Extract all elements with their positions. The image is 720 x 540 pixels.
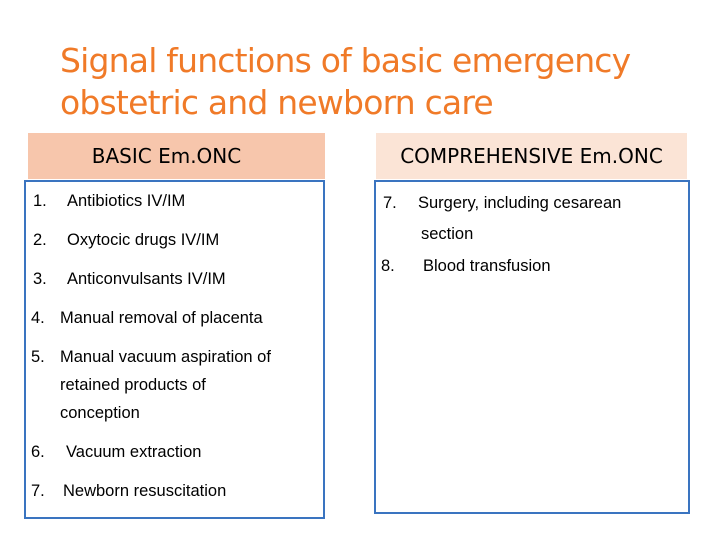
slide-title — [60, 40, 700, 124]
basic-item-2-number: 2. — [33, 231, 47, 249]
basic-item-5-number: 5. — [31, 348, 45, 366]
basic-item-3-text: Anticonvulsants IV/IM — [67, 270, 226, 288]
comprehensive-item-7-text-line-1: Surgery, including cesarean — [418, 194, 622, 212]
basic-item-5-text-line-3: conception — [60, 404, 140, 422]
basic-item-5-text-line-1: Manual vacuum aspiration of — [60, 348, 271, 366]
basic-item-6-text: Vacuum extraction — [66, 443, 202, 461]
basic-emonc-header — [28, 133, 325, 179]
slide-title-line-1: Signal functions of basic emergency — [60, 41, 631, 80]
comprehensive-item-7-number: 7. — [383, 194, 397, 212]
basic-item-5-text-line-2: retained products of — [60, 376, 206, 394]
comprehensive-item-8-text: Blood transfusion — [423, 257, 551, 275]
basic-emonc-header-label: BASIC Em.ONC — [91, 144, 242, 168]
slide-title-line-2: obstetric and newborn care — [60, 83, 493, 122]
basic-item-4-number: 4. — [31, 309, 45, 327]
basic-item-1-number: 1. — [33, 192, 47, 210]
basic-item-4-text: Manual removal of placenta — [60, 309, 263, 327]
comprehensive-item-7-text-line-2: section — [421, 225, 474, 243]
basic-item-7-number: 7. — [31, 482, 45, 500]
basic-item-6-number: 6. — [31, 443, 45, 461]
basic-item-7-text: Newborn resuscitation — [63, 482, 227, 500]
comprehensive-emonc-header-label: COMPREHENSIVE Em.ONC — [400, 144, 663, 168]
comprehensive-emonc-header — [376, 133, 687, 179]
basic-item-1-text: Antibiotics IV/IM — [67, 192, 186, 210]
comprehensive-item-8-number: 8. — [381, 257, 395, 275]
basic-item-2-text: Oxytocic drugs IV/IM — [67, 231, 220, 249]
basic-item-3-number: 3. — [33, 270, 47, 288]
